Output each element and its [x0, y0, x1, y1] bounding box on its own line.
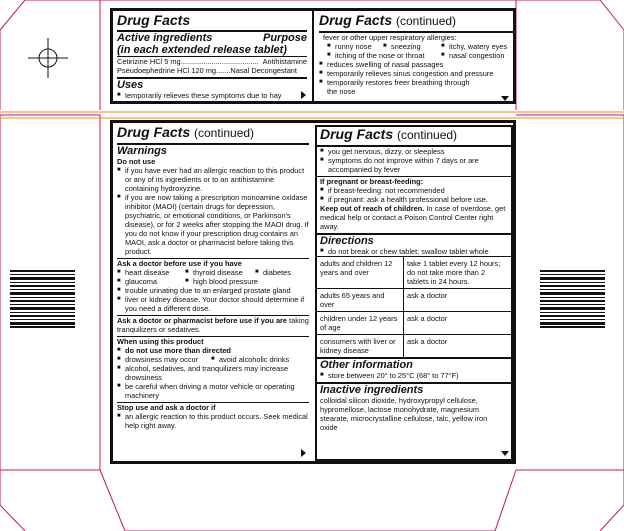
when-row: ■ drowsiness may occur ■ avoid alcoholic drinks	[117, 355, 309, 364]
drug-facts-title: Drug Facts	[117, 124, 191, 140]
pregnancy-header: If pregnant or breast-feeding:	[320, 177, 424, 186]
warning-item: ■ you get nervous, dizzy, or sleepless	[320, 147, 508, 156]
barcode-left	[10, 270, 75, 328]
ingredient-row: Pseudoephedrine HCl 120 mg ....... Nasal Decongestant	[117, 66, 297, 75]
active-ingredients-subheader: (in each extended release tablet)	[117, 44, 287, 56]
right-panel	[315, 125, 513, 461]
uses-item-tail: the nose	[327, 87, 356, 96]
continued-label: (continued)	[194, 126, 255, 140]
drug-facts-title: Drug Facts	[319, 12, 393, 28]
table-row: adults 65 years and over ask a doctor	[317, 289, 511, 312]
table-row: adults and children 12 years and over take 1 tablet every 12 hours; do not take more than 2 tablets in 24 hours.	[317, 257, 511, 289]
inactive-ingredients-header: Inactive ingredients	[320, 384, 424, 396]
top-right-panel	[319, 13, 513, 96]
directions-header: Directions	[320, 235, 374, 247]
symptom-row: ■ itching of the nose or throat ■ nasal congestion	[319, 51, 513, 60]
uses-header: Uses	[117, 79, 144, 91]
warning-item: ■ alcohol, sedatives, and tranquilizers may increase drowsiness	[117, 364, 309, 382]
registration-mark-icon	[28, 38, 68, 78]
drug-facts-title: Drug Facts	[320, 126, 394, 142]
continue-arrow-icon	[501, 96, 509, 101]
top-drug-facts-label	[110, 8, 516, 104]
drug-facts-title: Drug Facts	[117, 12, 191, 28]
uses-item: ■ temporarily relieves these symptoms due to hay	[117, 91, 307, 100]
uses-item: ■ temporarily relieves sinus congestion and pressure	[319, 69, 513, 78]
main-drug-facts-label	[110, 120, 516, 464]
continue-arrow-icon	[301, 91, 306, 99]
ask-doctor-header: Ask a doctor before use if you have	[117, 259, 242, 268]
warnings-header: Warnings	[117, 145, 167, 157]
left-panel	[117, 125, 309, 430]
warning-item: ■ symptoms do not improve within 7 days or are accompanied by fever	[320, 156, 508, 174]
continued-label: (continued)	[397, 128, 458, 142]
directions-item: ■ do not break or chew tablet; swallow tablet whole	[320, 247, 508, 256]
stop-use-header: Stop use and ask a doctor if	[117, 403, 216, 412]
barcode-right	[540, 270, 605, 328]
continue-arrow-icon	[501, 451, 509, 456]
continued-label: (continued)	[396, 14, 457, 28]
warning-item: ■ if you are now taking a prescription monoamine oxidase inhibitor (MAOI) (certain drugs for depression, psychiatric, or emotional conditions, or Parkinson's disease), or for 2 weeks after stopping the MAOI drug. If you do not know if your prescription drug contains an MAOI, ask a doctor or pharmacist before taking this product.	[117, 193, 309, 256]
warning-item: ■ if breast-feeding: not recommended	[320, 186, 508, 195]
warning-item: ■ be careful when driving a motor vehicle or operating machinery	[117, 382, 309, 400]
condition-row: ■ heart disease ■ thyroid disease ■ diabetes	[117, 268, 309, 277]
other-information-header: Other information	[320, 359, 413, 371]
uses-continued-text: fever or other upper respiratory allergies:	[323, 33, 457, 42]
do-not-use-header: Do not use	[117, 157, 156, 166]
warning-item: ■ liver or kidney disease. Your doctor should determine if you need a different dose.	[117, 295, 309, 313]
ingredient-row: Cetirizine HCl 5 mg ...................................... Antihistamine	[117, 57, 307, 66]
directions-table	[317, 256, 511, 357]
uses-item: ■ reduces swelling of nasal passages	[319, 60, 513, 69]
warning-item: ■ do not use more than directed	[117, 346, 309, 355]
warning-item: ■ an allergic reaction to this product occurs. Seek medical help right away.	[117, 412, 309, 430]
other-information-item: ■ store between 20° to 25°C (68° to 77°F)	[320, 371, 508, 380]
purpose-header: Purpose	[262, 32, 307, 44]
table-row: consumers with liver or kidney disease ask a doctor	[317, 335, 511, 358]
ask-pharmacist-text: Ask a doctor or pharmacist before use if you are taking tranquilizers or sedatives.	[117, 316, 309, 334]
table-row: children under 12 years of age ask a doctor	[317, 312, 511, 335]
warning-item: ■ if you have ever had an allergic reaction to this product or any of its ingredients or to an antihistamine containing hydroxyzine.	[117, 166, 309, 193]
uses-item: ■ temporarily restores freer breathing through	[319, 78, 513, 87]
continue-arrow-icon	[301, 449, 306, 457]
inactive-ingredients-text: colloidal silicon dioxide, hydroxypropyl cellulose, hypromellose, lactose monohydrate, magnesium stearate, microcrystalline cellulose, talc, yellow iron oxide	[320, 396, 488, 432]
condition-row: ■ glaucoma ■ high blood pressure	[117, 277, 309, 286]
symptom-row: ■ runny nose ■ sneezing ■ itchy, watery eyes	[319, 42, 513, 51]
warning-item: ■ trouble urinating due to an enlarged prostate gland	[117, 286, 309, 295]
keep-out-of-reach-text: Keep out of reach of children. In case of overdose, get medical help or contact a Poison Control Center right away.	[320, 204, 506, 231]
when-using-header: When using this product	[117, 337, 204, 346]
warning-item: ■ if pregnant: ask a health professional before use.	[320, 195, 508, 204]
top-left-panel	[117, 13, 307, 100]
active-ingredients-header: Active ingredients	[117, 32, 213, 44]
